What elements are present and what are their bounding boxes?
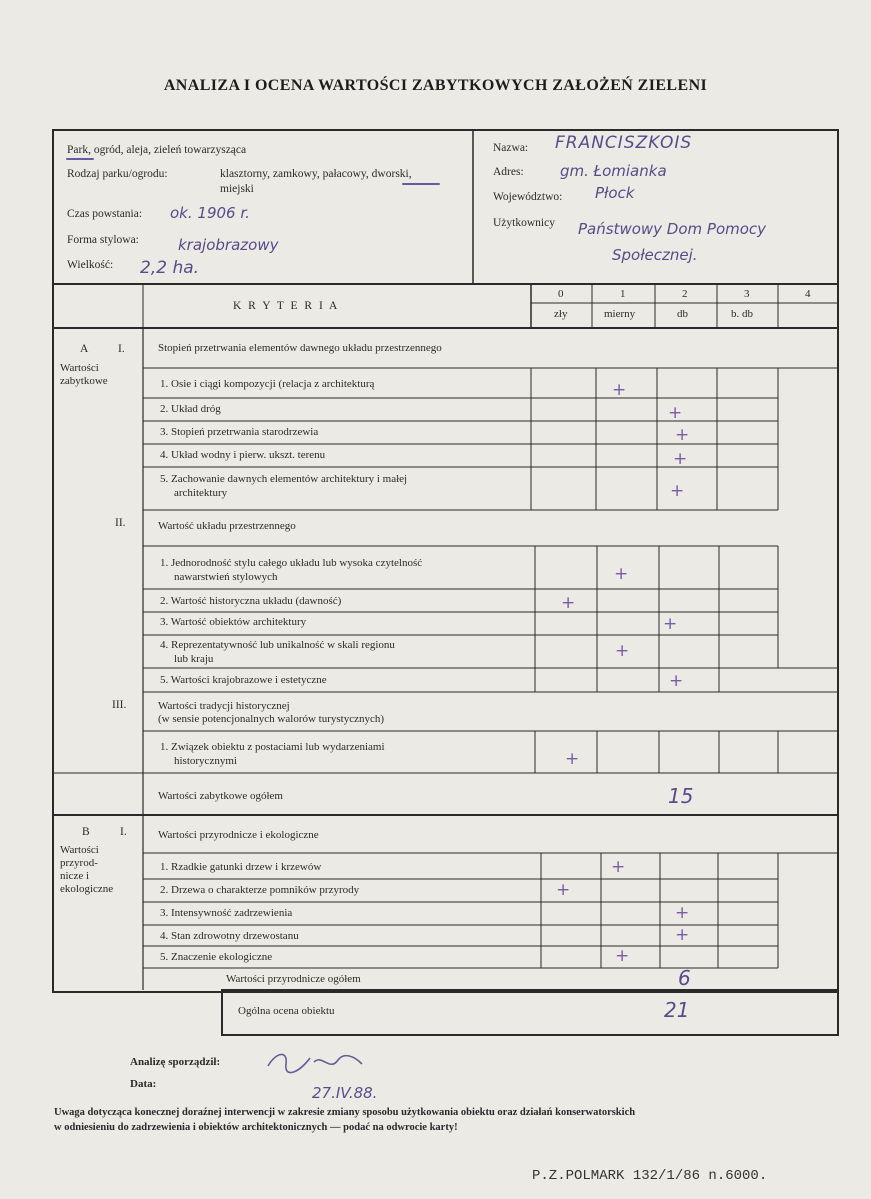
- users-label: Użytkownicy: [493, 217, 555, 229]
- row-label: 1. Związek obiektu z postaciami lub wydarzeniami: [160, 741, 385, 753]
- score-mark: +: [675, 425, 690, 445]
- score-2: 2: [682, 288, 688, 300]
- group-a3-roman: III.: [112, 699, 127, 711]
- address-label: Adres:: [493, 166, 524, 178]
- date-label: Data:: [130, 1078, 157, 1090]
- users-value-2: Społecznej.: [612, 246, 698, 264]
- province-value: Płock: [595, 184, 635, 202]
- row-label: 4. Reprezentatywność lub unikalność w skali regionu: [160, 639, 395, 651]
- row-label: 1. Osie i ciągi kompozycji (relacja z architekturą: [160, 378, 375, 390]
- group-a2: Wartość układu przestrzennego: [158, 520, 296, 532]
- row-label: 2. Drzewa o charakterze pomników przyrody: [160, 884, 360, 896]
- row-label: 3. Wartość obiektów architektury: [160, 616, 307, 628]
- score-mark: +: [615, 946, 630, 966]
- score-mark: +: [669, 671, 684, 691]
- section-a-name-2: zabytkowe: [60, 375, 108, 387]
- name-label: Nazwa:: [493, 142, 529, 154]
- grade-0: zły: [554, 308, 568, 320]
- row-label: architektury: [174, 487, 228, 499]
- section-b-letter: B: [82, 826, 90, 838]
- style-label: Forma stylowa:: [67, 234, 139, 246]
- section-b-roman: I.: [120, 826, 127, 838]
- province-label: Województwo:: [493, 191, 563, 203]
- size-label: Wielkość:: [67, 259, 114, 271]
- section-a-roman: I.: [118, 343, 125, 355]
- score-4: 4: [805, 288, 811, 300]
- address-value: gm. Łomianka: [560, 162, 667, 180]
- signature-image: [258, 1044, 378, 1080]
- score-mark: +: [675, 903, 690, 923]
- created-label: Czas powstania:: [67, 208, 143, 220]
- kind-label: Rodzaj parku/ogrodu:: [67, 168, 168, 180]
- score-mark: +: [673, 449, 688, 469]
- overall-label: Ogólna ocena obiektu: [238, 1005, 335, 1017]
- score-mark: +: [612, 380, 627, 400]
- section-b-name-2: przyrod-: [60, 857, 98, 869]
- score-mark: +: [675, 925, 690, 945]
- score-mark: +: [614, 564, 629, 584]
- section-a-name-1: Wartości: [60, 362, 99, 374]
- type-line: Park, ogród, aleja, zieleń towarzysząca: [67, 144, 247, 156]
- row-label: 2. Układ dróg: [160, 403, 221, 415]
- summary-a-label: Wartości zabytkowe ogółem: [158, 790, 283, 802]
- section-a-letter: A: [80, 343, 89, 355]
- row-label: lub kraju: [174, 653, 214, 665]
- group-b1: Wartości przyrodnicze i ekologiczne: [158, 829, 319, 841]
- row-label: 5. Wartości krajobrazowe i estetyczne: [160, 674, 327, 686]
- score-mark: +: [611, 857, 626, 877]
- underline-park: [66, 158, 94, 160]
- kind-options-2: miejski: [220, 183, 254, 195]
- score-mark: +: [670, 481, 685, 501]
- grade-3: b. db: [731, 308, 753, 320]
- score-mark: +: [556, 880, 571, 900]
- section-b-name-1: Wartości: [60, 844, 99, 856]
- note-line-1: Uwaga dotycząca konecznej doraźnej interwencji w zakresie zmiany sposobu użytkowania obiektu oraz działań konserwatorskich: [54, 1107, 636, 1118]
- criteria-label: K R Y T E R I A: [233, 300, 340, 312]
- print-code: P.Z.POLMARK 132/1/86 n.6000.: [532, 1168, 768, 1184]
- group-a3-line1: Wartości tradycji historycznej: [158, 700, 290, 712]
- date-value: 27.IV.88.: [312, 1084, 378, 1102]
- grade-2: db: [677, 308, 688, 320]
- summary-a-value: 15: [668, 784, 694, 808]
- row-label: 5. Znaczenie ekologiczne: [160, 951, 273, 963]
- score-mark: +: [663, 614, 678, 634]
- score-1: 1: [620, 288, 626, 300]
- summary-b-label: Wartości przyrodnicze ogółem: [226, 973, 361, 985]
- score-0: 0: [558, 288, 564, 300]
- underline-dworski: [402, 183, 440, 185]
- note-line-2: w odniesieniu do zadrzewienia i obiektów architektonicznych — podać na odwrocie karty!: [54, 1122, 458, 1133]
- row-label: 1. Jednorodność stylu całego układu lub wysoka czytelność: [160, 557, 423, 569]
- row-label: 4. Układ wodny i pierw. ukszt. terenu: [160, 449, 326, 461]
- form-title: ANALIZA I OCENA WARTOŚCI ZABYTKOWYCH ZAŁOŻEŃ ZIELENI: [163, 77, 708, 94]
- score-mark: +: [565, 749, 580, 769]
- row-label: 1. Rzadkie gatunki drzew i krzewów: [160, 861, 322, 873]
- grade-1: mierny: [604, 308, 636, 320]
- score-3: 3: [744, 288, 750, 300]
- section-b-name-3: nicze i: [60, 870, 90, 882]
- users-value-1: Państwowy Dom Pomocy: [578, 220, 767, 238]
- size-value: 2,2 ha.: [140, 258, 200, 278]
- group-a3-line2: (w sensie potencjonalnych walorów turystycznych): [158, 713, 385, 725]
- row-label: 2. Wartość historyczna układu (dawność): [160, 595, 342, 607]
- row-label: 3. Intensywność zadrzewienia: [160, 907, 293, 919]
- score-mark: +: [668, 403, 683, 423]
- kind-options-1: klasztorny, zamkowy, pałacowy, dworski,: [220, 168, 412, 180]
- overall-value: 21: [664, 998, 690, 1022]
- score-mark: +: [561, 593, 576, 613]
- row-label: 3. Stopień przetrwania starodrzewia: [160, 426, 319, 438]
- section-b-name-4: ekologiczne: [60, 883, 114, 895]
- row-label: 4. Stan zdrowotny drzewostanu: [160, 930, 299, 942]
- row-label: nawarstwień stylowych: [174, 571, 278, 583]
- created-value: ok. 1906 r.: [170, 204, 250, 222]
- name-value: FRANCISZKOIS: [555, 133, 693, 153]
- row-label: historycznymi: [174, 755, 237, 767]
- style-value: krajobrazowy: [178, 236, 279, 254]
- summary-b-value: 6: [678, 966, 691, 990]
- group-a1: Stopień przetrwania elementów dawnego układu przestrzennego: [158, 342, 442, 354]
- group-a2-roman: II.: [115, 517, 126, 529]
- prepared-label: Analizę sporządził:: [130, 1056, 221, 1068]
- row-label: 5. Zachowanie dawnych elementów architektury i małej: [160, 473, 408, 485]
- score-mark: +: [615, 641, 630, 661]
